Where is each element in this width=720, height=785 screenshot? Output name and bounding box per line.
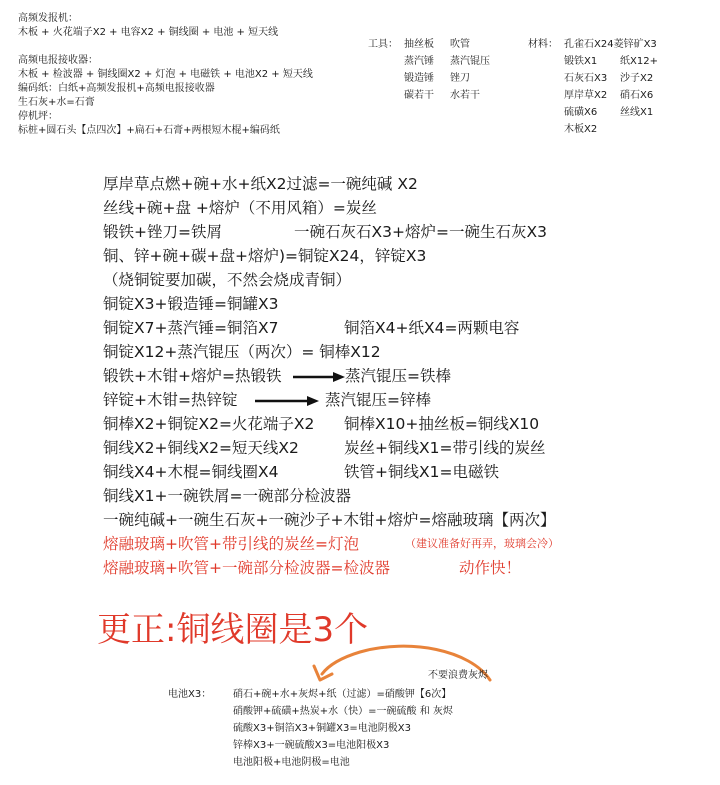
battery-step: 硫酸X3+铜箔X3+铜罐X3=电池阴极X3 [233, 723, 411, 734]
recipe-note: 动作快！ [459, 559, 522, 577]
material-item: 丝线X1 [620, 107, 654, 118]
material-item: 孔雀石X24菱锌矿X3 [564, 39, 657, 50]
material-item: 石灰石X3 [564, 73, 608, 84]
recipe-text: 铜线X4+木棍=铜线圈X4 [103, 463, 279, 481]
note-line: 木板 + 检波器 + 铜线圈X2 + 灯泡 + 电磁铁 + 电池X2 + 短天线 [18, 69, 313, 80]
tool-item: 蒸汽锤 [404, 56, 434, 67]
tools-label: 工具： [368, 39, 398, 50]
recipe-text: 厚岸草点燃+碗+水+纸X2过滤=一碗纯碱 X2 [103, 175, 418, 193]
tool-item: 锻造锤 [404, 73, 434, 84]
note-line: 高频发报机： [18, 13, 78, 24]
tool-item: 水若干 [450, 90, 480, 101]
note-line: 高频电报接收器： [18, 55, 98, 66]
recipe-text: 一碗石灰石X3+熔炉=一碗生石灰X3 [294, 223, 547, 241]
recipe-text: 铜锭X12+蒸汽锟压（两次）= 铜棒X12 [103, 343, 381, 361]
material-item: 沙子X2 [620, 73, 654, 84]
recipe-text-red: 熔融玻璃+吹管+一碗部分检波器=检波器 [103, 559, 390, 577]
recipe-text: 丝线+碗+盘 +熔炉（不用风箱）=炭丝 [103, 199, 377, 217]
note-line: 停机坪： [18, 111, 58, 122]
recipe-text: 蒸汽锟压=铁棒 [345, 367, 451, 385]
recipe-text: 铜线X1+一碗铁屑=一碗部分检波器 [103, 487, 351, 505]
tool-item: 锉刀 [450, 73, 470, 84]
recipe-text: 一碗纯碱+一碗生石灰+一碗沙子+木钳+熔炉=熔融玻璃【两次】 [103, 511, 556, 529]
correction-heading: 更正:铜线圈是3个 [97, 610, 369, 650]
tool-item: 碳若干 [404, 90, 434, 101]
tool-item: 抽丝板 [404, 39, 434, 50]
battery-step: 硝石+碗+水+灰烬+纸（过滤）=硝酸钾【6次】 [233, 689, 452, 700]
recipe-text: （烧铜锭要加碳，不然会烧成青铜） [103, 271, 352, 289]
note-line: 木板 + 火花端子X2 + 电容X2 + 铜线圈 + 电池 + 短天线 [18, 27, 279, 38]
materials-label: 材料： [528, 39, 558, 50]
battery-step: 电池阳极+电池阴极=电池 [233, 757, 350, 768]
material-item: 纸X12+ [620, 56, 658, 67]
recipe-text: 铜棒X10+抽丝板=铜线X10 [344, 415, 540, 433]
material-item: 木板X2 [564, 124, 598, 135]
battery-step: 锌棒X3+一碗硫酸X3=电池阳极X3 [233, 740, 390, 751]
material-item: 硫磺X6 [564, 107, 598, 118]
tool-item: 蒸汽锟压 [450, 56, 490, 67]
note-line: 生石灰+水=石膏 [18, 97, 95, 108]
battery-step: 硝酸钾+硫磺+热炭+水（快）=一碗硫酸 和 灰烬 [233, 706, 453, 717]
recipe-text: 铜箔X4+纸X4=两颗电容 [344, 319, 520, 337]
recipe-text: 炭丝+铜线X1=带引线的炭丝 [344, 439, 546, 457]
recipe-text: 锻铁+木钳+熔炉=热锻铁 [103, 367, 282, 385]
tool-item: 吹管 [450, 39, 470, 50]
recipe-text-red: 熔融玻璃+吹管+带引线的炭丝=灯泡 [103, 535, 359, 553]
material-item: 厚岸草X2 [564, 90, 608, 101]
recipe-text: 铜线X2+铜线X2=短天线X2 [103, 439, 299, 457]
recipe-text: 铜、锌+碗+碳+盘+熔炉)=铜锭X24，锌锭X3 [103, 247, 427, 265]
battery-handnote: 不要浪费灰烬 [428, 670, 488, 681]
battery-label: 电池X3： [168, 689, 212, 700]
recipe-text: 铜锭X3+锻造锤=铜罐X3 [103, 295, 279, 313]
recipe-text: 蒸汽锟压=锌棒 [325, 391, 431, 409]
recipe-text: 锌锭+木钳=热锌锭 [103, 391, 238, 409]
material-item: 硝石X6 [620, 90, 654, 101]
recipe-text: 铜锭X7+蒸汽锤=铜箔X7 [103, 319, 279, 337]
material-item: 锻铁X1 [564, 56, 598, 67]
recipe-text: 铁管+铜线X1=电磁铁 [344, 463, 499, 481]
recipe-text: 锻铁+锉刀=铁屑 [103, 223, 222, 241]
recipe-text: 铜棒X2+铜锭X2=火花端子X2 [103, 415, 315, 433]
note-line: 编码纸：白纸+高频发报机+高频电报接收器 [18, 83, 215, 94]
note-line: 标桩+圆石头【点四次】+扁石+石膏+两根短木棍+编码纸 [18, 125, 280, 136]
recipe-note: （建议准备好再弄，玻璃会冷） [405, 537, 559, 550]
